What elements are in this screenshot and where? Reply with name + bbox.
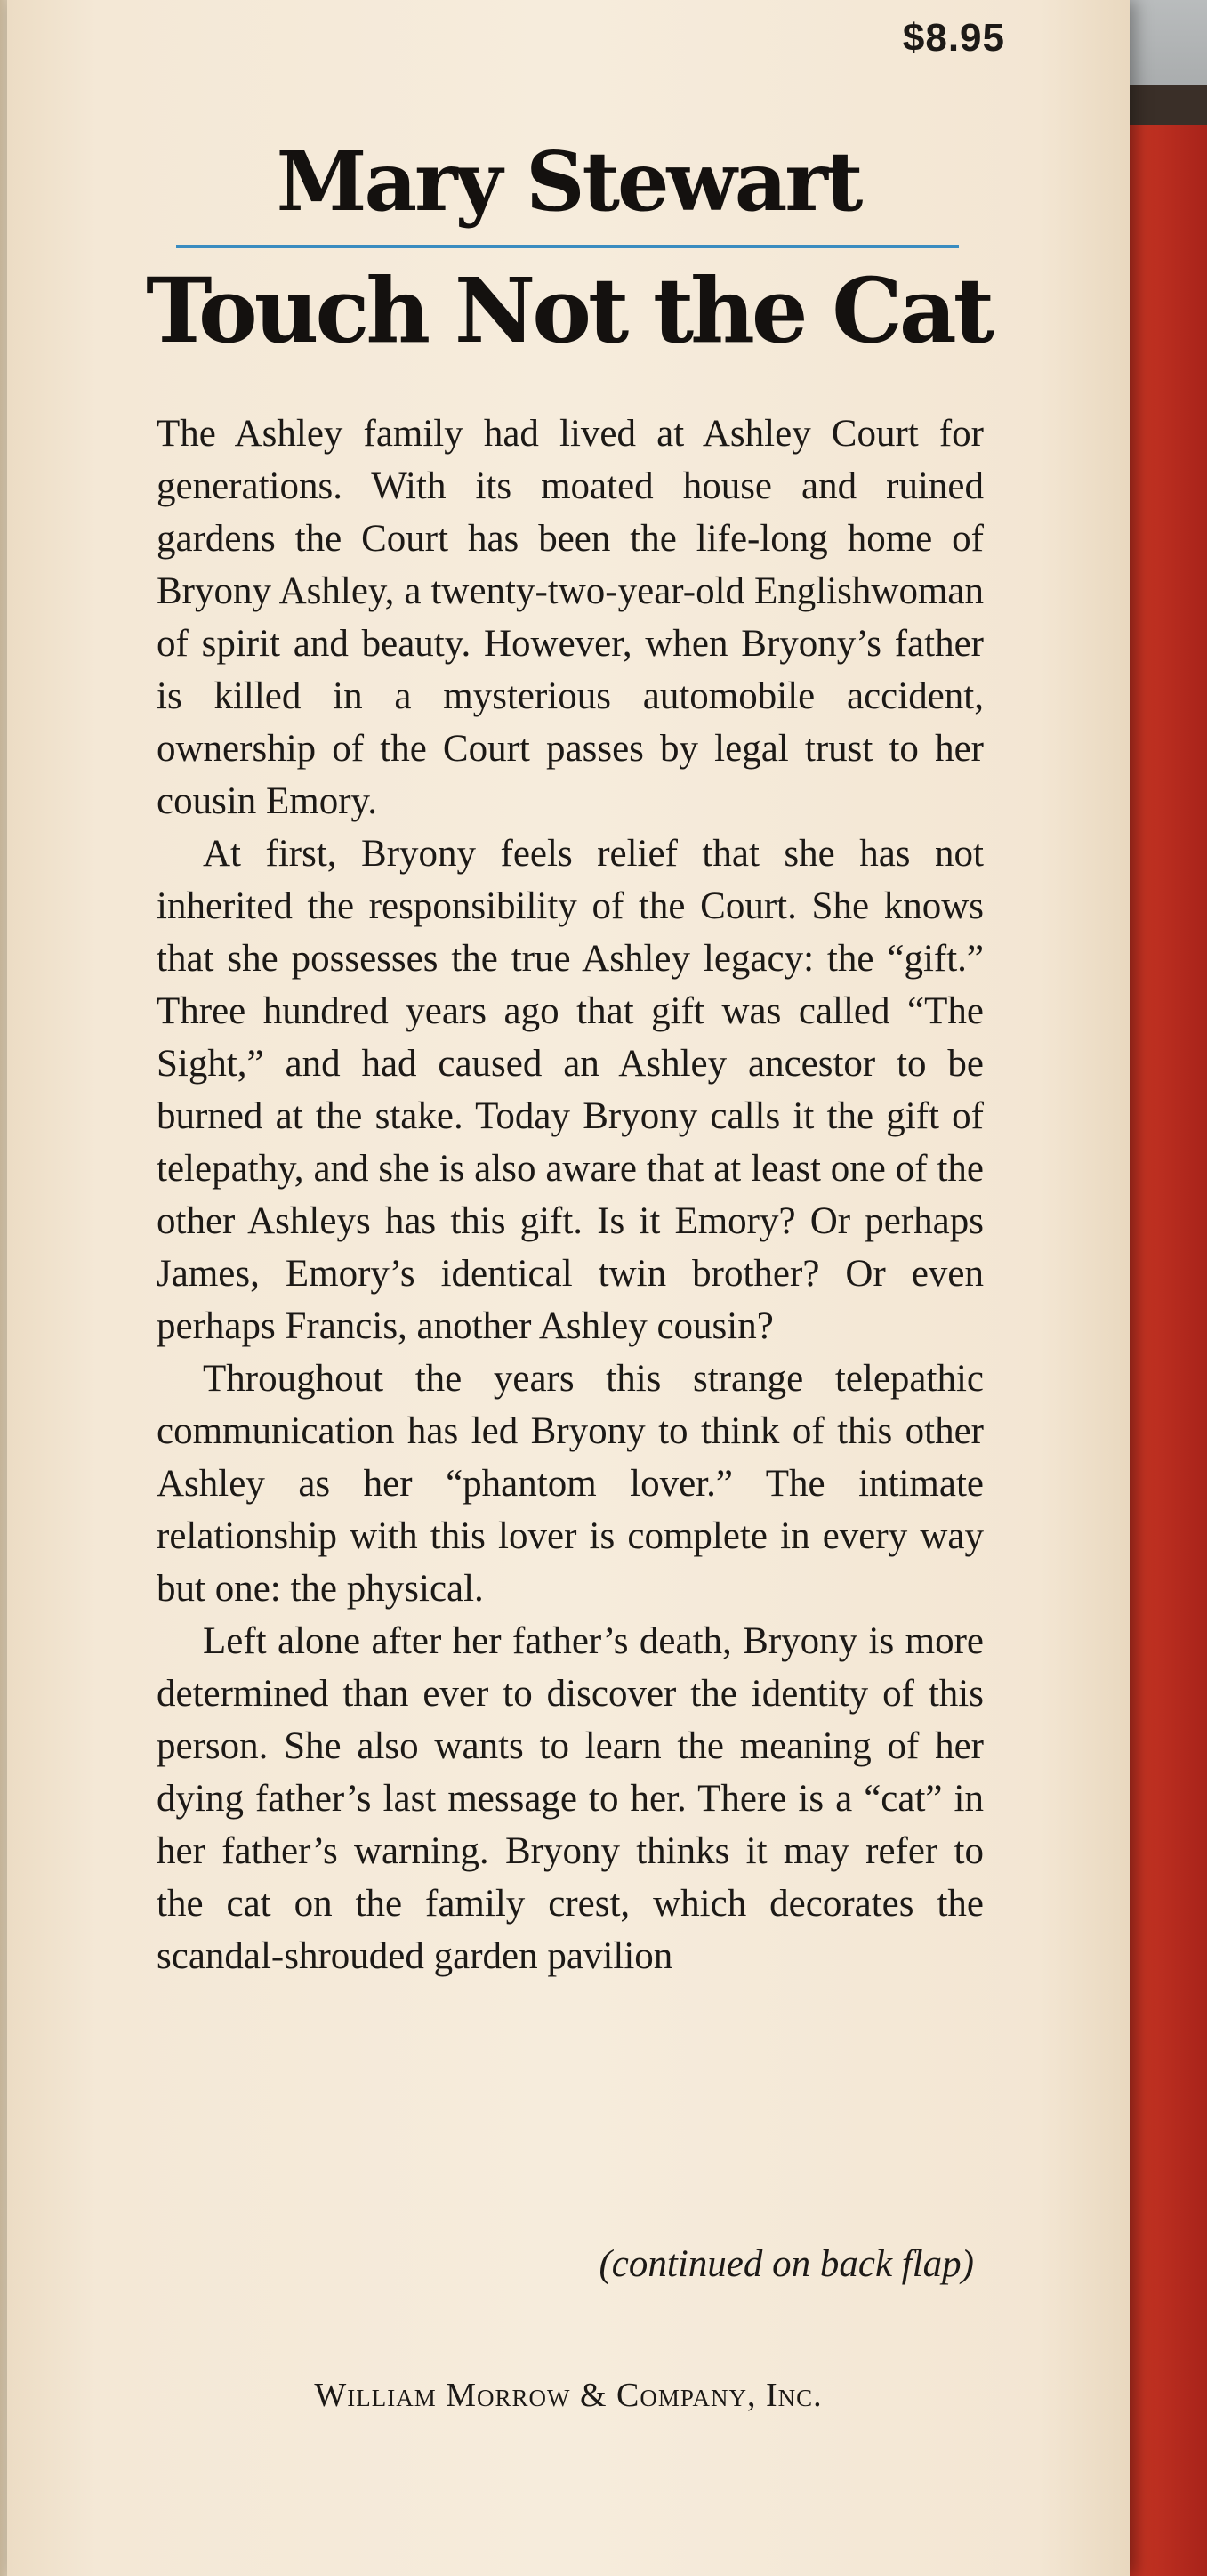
book-title: Touch Not the Cat: [146, 258, 991, 363]
author-name: Mary Stewart: [276, 133, 861, 230]
publisher: William Morrow & Company, Inc.: [314, 2377, 823, 2414]
synopsis-paragraph-4: Left alone after her father’s death, Bryony is more determined than ever to discover the identity of this person. She also wants to learn the meaning of her dying father’s last message to her. There is a “cat” in her father’s warning. Bryony thinks it may refer to the cat on the family crest, which decorates the scandal-shrouded garden pavilion: [157, 1620, 984, 1977]
dust-jacket-flap: [7, 0, 1130, 2576]
synopsis-paragraph-3: Throughout the years this strange telepathic communication has led Bryony to think of this other Ashley as her “phantom lover.” The intimate relationship with this lover is complete in every way but one: the physical.: [157, 1358, 984, 1610]
continued-note: (continued on back flap): [599, 2243, 974, 2285]
divider-rule: [176, 245, 959, 248]
price: $8.95: [902, 16, 1005, 60]
synopsis-paragraph-2: At first, Bryony feels relief that she has not inherited the responsibility of the Court. She knows that she possesses the true Ashley legacy: the “gift.” Three hundred years ago that gift was called “The Sight,” and had caused an Ashley ancestor to be burned at the stake. Today Bryony calls it the gift of telepathy, and she is also aware that at least one of the other Ashleys has this gift. Is it Emory? Or perhaps James, Emory’s identical twin brother? Or even perhaps Francis, another Ashley cousin?: [157, 833, 984, 1347]
synopsis-paragraph-1: The Ashley family had lived at Ashley Court for generations. With its moated house and ruined gardens the Court has been the life-long home of Bryony Ashley, a twenty-two-year-old Englishwoman of spirit and beauty. However, when Bryony’s father is killed in a mysterious automobile accident, ownership of the Court passes by legal trust to her cousin Emory.: [157, 413, 984, 822]
synopsis: [157, 408, 984, 1982]
